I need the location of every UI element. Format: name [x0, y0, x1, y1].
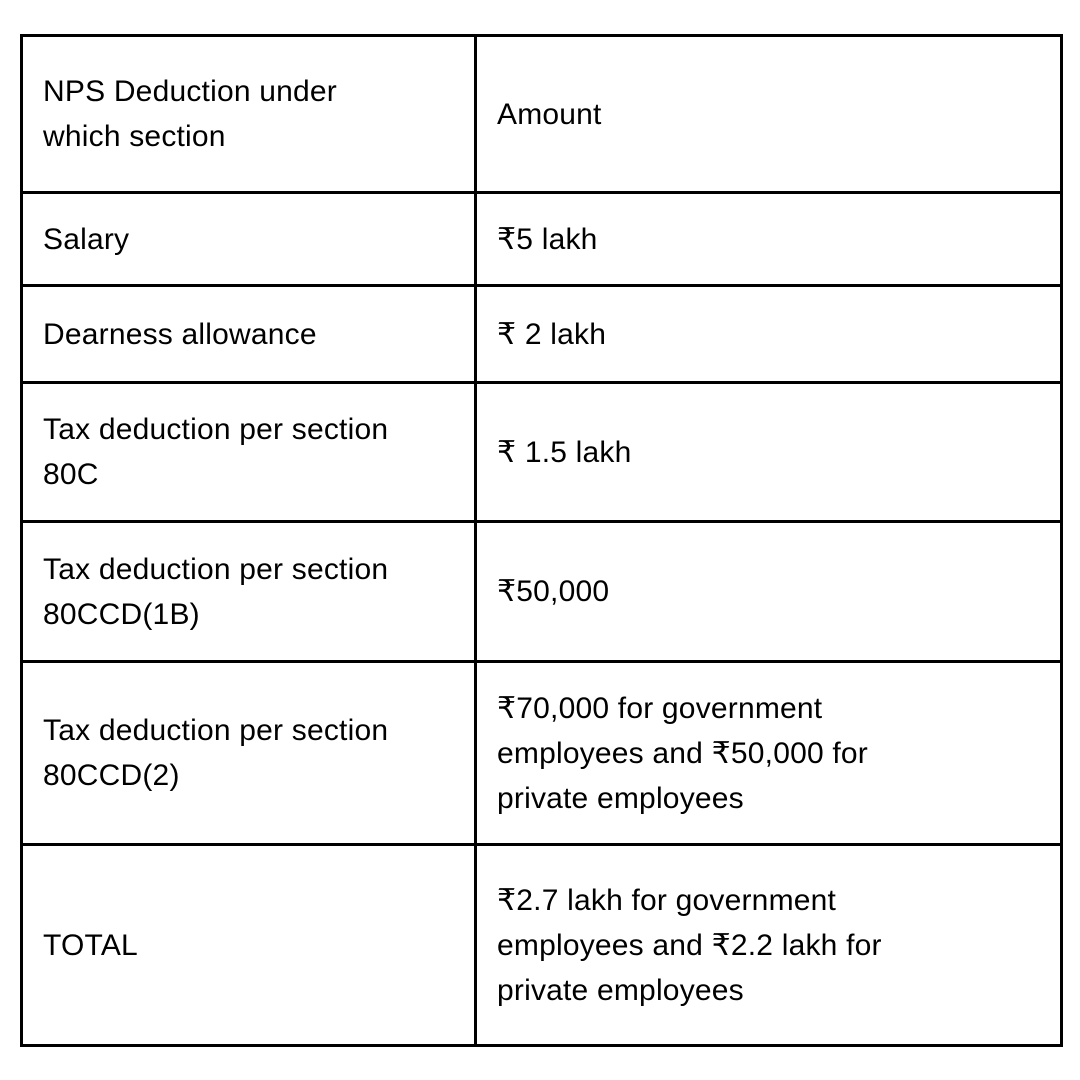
amount-text: ₹70,000 for government employees and ₹50,000 for private employees: [497, 691, 868, 815]
amount-text: ₹ 2 lakh: [497, 317, 607, 351]
amount-cell: [476, 845, 1062, 1046]
amount-text: ₹5 lakh: [497, 222, 598, 256]
table-row: [22, 662, 1062, 845]
table-row-total: [22, 845, 1062, 1046]
section-text: Tax deduction per section 80CCD(2): [43, 714, 389, 792]
section-cell: [22, 845, 476, 1046]
table-row: [22, 383, 1062, 522]
amount-text: ₹ 1.5 lakh: [497, 435, 632, 469]
section-cell: [22, 193, 476, 286]
table-row: [22, 522, 1062, 662]
amount-cell: [476, 522, 1062, 662]
table-row: [22, 193, 1062, 286]
nps-deduction-table: [20, 34, 1063, 1047]
section-cell: [22, 383, 476, 522]
section-text: Salary: [43, 222, 130, 256]
section-text: Tax deduction per section 80C: [43, 413, 389, 491]
section-cell: [22, 662, 476, 845]
section-cell: [22, 286, 476, 383]
header-amount-cell: [476, 36, 1062, 193]
header-section-cell: [22, 36, 476, 193]
table-header-row: [22, 36, 1062, 193]
amount-text: ₹50,000: [497, 575, 610, 608]
section-text: TOTAL: [43, 928, 138, 962]
table-row: [22, 286, 1062, 383]
amount-text: ₹2.7 lakh for government employees and ₹2.2 lakh for private employees: [497, 883, 882, 1007]
amount-cell: [476, 286, 1062, 383]
amount-cell: [476, 193, 1062, 286]
section-text: Tax deduction per section 80CCD(1B): [43, 552, 389, 631]
header-section-label: NPS Deduction under which section: [43, 75, 337, 153]
amount-cell: [476, 383, 1062, 522]
amount-cell: [476, 662, 1062, 845]
section-cell: [22, 522, 476, 662]
section-text: Dearness allowance: [43, 317, 317, 351]
header-amount-label: Amount: [497, 97, 602, 131]
